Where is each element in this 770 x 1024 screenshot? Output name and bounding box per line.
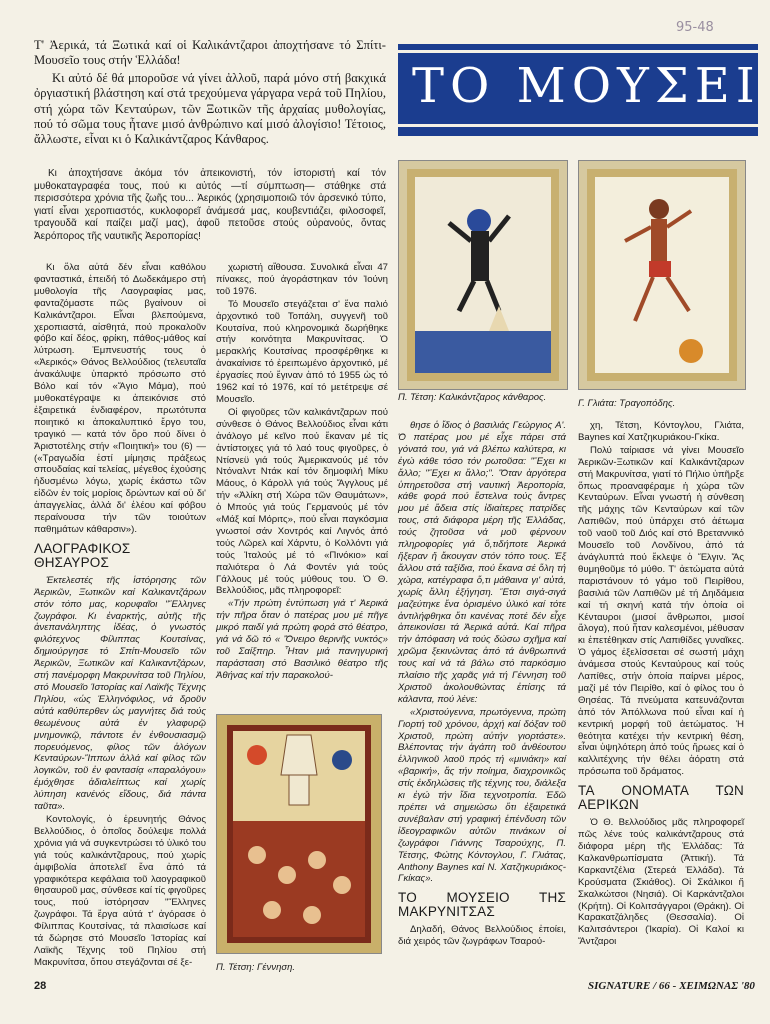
column-4 xyxy=(578,420,744,949)
col2-paragraph-1: χωριστή αἴθουσα. Συνολικά εἶναι 47 πίνακες, πού ἀγοράστηκαν τόν Ἰούνη τοῦ 1976. xyxy=(216,262,388,297)
magazine-footer: SIGNATURE / 66 - ΧΕΙΜΩΝΑΣ '80 xyxy=(588,980,755,992)
banner-stripe-bottom xyxy=(398,124,758,127)
photo-tragopodis xyxy=(578,160,746,390)
col2-paragraph-3: Οἱ φιγοῦρες τῶν καλικάντζαρων πού σύνθεσε ὁ Θάνος Βελλούδιος εἶναι κάτι ἀνάλογο μέ κεῖνο πού ἔκαναν μέ τίς ἀντίστοιχες γιά τό λαό τους φιγοῦρες, ὁ Ντίσνεϋ γιά τούς Ἀμερικανούς μέ τόν Ντόναλντ Ντάκ καί τόν δημοφιλή Μίκυ Μάους, ὁ Κάρολλ γιά τούς Ἄγγλους μέ τήν «Ἀλίκη στή Χώρα τῶν Θαυμάτων», ὁ Μπούς γιά τούς Γερμανούς μέ τόν «Μάξ καί Μόριτς», πού εἶναι παγκόσμια γνωστοί σάν Χοντρός καί Λιγνός ἀπό τούς Λῶρελ καί Χάρντυ, ὁ Κολλόντι γιά τούς Ἰταλούς μέ τό «Πινόκιο» καί παλιότερα ὁ Λά Φοντέν γιά τούς Γάλλους μέ τούς μύθους του. Ὁ Θ. Βελλούδιος, μᾶς πληροφορεῖ: xyxy=(216,406,388,597)
col4-paragraph-1: χη, Τέτση, Κόντογλου, Γλιάτα, Baynes καί Χατζηκυριάκου-Γκίκα. xyxy=(578,420,744,443)
column-2 xyxy=(216,262,388,683)
intro-paragraph-3: Κι ἀποχτήσανε ἀκόμα τόν ἀπεικονιστή, τόν ἱστοριστή καί τόν μυθοκαταγραφέα τους, πού κι αὐτός —τί σύμπτωση— στάθηκε στά περισσότερα χρόνια τῆς ζωῆς του... Ἀερικός (χρησιμοποιῶ τόν ἀρσενικό τύπο, γιατί εἶναι χεροπιαστός, κυκλοφορεῖ ἀνάμεσά μας, κουβεντιάζει, φιλοσοφεῖ, τραγουδᾶ καί παίζει μαζί μας), ἀφοῦ πετοῦσε στούς οὐρανούς, ὄντας Ἀερόπορος τῆς ναυτικῆς Ἀεροπορίας! xyxy=(34,168,386,242)
col3-paragraph-2: «Χριστούγεννα, πρωτόγεννα, πρώτη Γιορτή τοῦ χρόνου, ἀρχή καί δόξαν τοῦ Χριστοῦ, πρώτη αὐτήν γιορτάστε». Βλέποντας τήν ἀγάπη τοῦ ἀνθέουτου ἑλληνικοῦ λαοῦ πρός τή «μινιάκη» καί «βαρική», ἄς τήν ποίημα, διαχρονικῶς στίς ἐκδηλώσεις τῆς τέχνης του, διάλεξα κι ἐγώ τήν ἴδια τεχνοτροπία. Ἐδῶ πρέπει νά σημειώσω ὅτι ἐξαιρετικά συνέβαλαν στή γραφική ἐπένδυση τῶν ἰδεογραφικῶν αὐτῶν πινάκων οἱ ζωγράφοι Γιάννης Τσαρούχης, Π. Τέτσης, Φώτης Κόντογλου, Γ. Γλιάτας, Anthony Baynes καί Ν. Χατζηκυριάκος-Γκίκας». xyxy=(398,706,566,885)
caption-kantharos: Π. Τέτση: Καλικάντζαρος κάνθαρος. xyxy=(398,392,547,403)
col3-paragraph-1: θησε ὁ ἴδιος ὁ βασιλιάς Γεώργιος Α'. Ὁ πατέρας μου μέ εἶχε πάρει στά γόνατά του, γιά νά βλέπω καλύτερα, κι ἐγώ κάθε τόσο τόν ρωτοῦσα: "Ἔχει κι ἄλλο; "Ἔχει κι ἄλλο;". Ὅταν ἀργότερα ὑπηρετοῦσα στή ναυτική Ἀεροπορία, κάθε φορά πού ἔστελνα τούς ἄντρες μου μέ ἄδεια στίς ἰδιαίτερες πατρίδες τους, στά διάφορα μέρη τῆς Ἑλλάδας, τούς ζητοῦσα νά μοῦ φέρνουν πληροφορίες γιά ὅ,τιδήποτε Ἀερικά ἤξεραν ἤ ἄκουγαν στόν τόπο τους. Ἐξ ἄλλου στά ταξίδια, πού ἔκανα σέ ὅλη τή χώρα, κατέγραφα ὅ,τι μάθαινα γι' αὐτά, χωρίς ἄλλη ἐξήγηση. Ἔτσι σιγά-σιγά μαζεύτηκε ἕνα ὁρισμένο ὑλικό καί τότε ἀντιλήφθηκα ὅτι κανένας ποτέ δέν εἶχε ἀπεικονίσει τά Ἀερικά αὐτά. Καί πῆρα τήν ἀπόφαση νά τούς δώσω σχῆμα καί χρῶμα ξεκινώντας ἀπό τά ἀνθρωπινά τους καί νά τά βάλω στό παρκόσμιο πλαίσιο τῆς χαρᾶς γιά τή Γέννηση τοῦ Χριστοῦ ἀκολουθώντας ἐπίσης τά κάλαντα, πού λένε: xyxy=(398,420,566,705)
col3-paragraph-3: Δηλαδή, Θάνος Βελλούδιος ἐποίει, διά χειρός τῶν ζωγράφων Τσαρού- xyxy=(398,924,566,948)
intro-paragraph-1: Τ' Ἀερικά, τά Ξωτικά καί οἱ Καλικάντζαροι ἀποχτήσανε τό Σπίτι-Μουσεῖο τους στήν Ἑλλάδα! xyxy=(34,38,386,68)
photo-kantharos xyxy=(398,160,568,390)
title-banner xyxy=(398,44,761,136)
col1-paragraph-1: Κι ὅλα αὐτά δέν εἶναι καθόλου φανταστικά, ἐπειδή τό Δωδεκάμερο στή μυθολογία τῆς Λαογραφίας μας, φανταζόμαστε πῶς βγαίνουν οἱ Καλικάντζαροι. Εἶναι βλεπούμενα, χεροπιαστά, αἰσθητά, πού προκαλοῦν φόβο καί δέος, φρίκη, πάθος-μάθος καί λύτρωση. Ἐμπνευστής τους ὁ «Ἀερικός» Θάνος Βελλούδιος (τελευταῖα ἀνακάλυψε ὑπαρκτό πρόσωπο στό Βόλο καί τόν «Ἅγιο Μάμα), πού μυθοκατέγραψε κι ἀπεικόνισε στό ἐξαιρετικά ἐνδιαφέρον, πρωτότυπα ποιητικό κι ἀποκαλυπτικό ἔργο του, τραγικό — κατά τόν ὅρο πού δίνει ὁ Ἀριστοτέλης στήν «Ποιητική» του (6) — («Τραγωδία ἐστί μίμησις πράξεως σπουδαίας καί τελείας, μέγεθος ἐχούσης ἡδυσμένω λόγω, χωρίς ἑκάστω τῶν εἰδῶν ἐν τοίς μορίοις δρώντων καί οὐ δι' ἀπαγγελίας, ἀλλά δι' ἐλέου καί φόβου περαίνουσα τήν τῶν τοιούτων παθημάτων κάθαρσιν»). xyxy=(34,262,206,535)
col2-paragraph-2: Τό Μουσεῖο στεγάζεται σ' ἕνα παλιό ἀρχοντικό τοῦ Τοπάλη, συγγενῆ τοῦ Κουτσίνα, πού κληρονομικά δωρήθηκε στήν κοινότητα Μακρυνίτσας. Ὁ μερακλής Κουτσίνας προσφέρθηκε κι ἀνακαίνισε τό ἐρειπωμένο ἀρχοντικό, μέ ἐργασίες πού ἔγιναν ἀπό τό 1955 ὡς τό 1962 καί τό 1976, καί τό μετέτρεψε σέ Μουσεῖο. xyxy=(216,298,388,405)
caption-gennisi: Π. Τέτση: Γέννηση. xyxy=(216,962,295,973)
gennisi-painting xyxy=(217,715,381,953)
col1-paragraph-2: Ἐκτελεστές τῆς ἱστόρησης τῶν Ἀερικῶν, Ξωτικῶν καί Καλικαντζάρων στόν τόπο μας, κορυφαῖοι "Ἕλληνες ζωγράφοι. Κι ἐναρκτής, αὐτῆς τῆς ἀνεπανάληπτης ἰδέας, ὁ γνωστός φιλότεχνος Φίλιππας Κουτσίνας, δημιούργησε τό Σπίτι-Μουσεῖο τῶν Ἀερικῶν, Ξωτικῶν καί Καλικαντζάρων, στή πανέμορφη Μακρυνίτσα τοῦ Πηλίου, στό Μουσεῖο Ἱστορίας καί Λαϊκῆς Τέχνης Πηλίου, «ὡς Ἑλληνόφιλος, νά δροῦν αὐτά καθύπερθεν ὡς μαγνήτες διά τούς θεωμένους αὐτά ἐν γλαφυρῷ μνημονικῷ, πάντοτε ἐν ἐνθουσιασμῷ πορευόμενος, φίλος τῶν ἀλόγων Κενταύρων-Ἵππων ἀλλά καί φίλος τῶν λογικῶν, τοῦ ἐν φαντασίᾳ «παραλόγου» ἐμόχθησε ἀδιαλείπτως καί χωρίς λύπηση κανένός εἴδους, διά πάντα ταῦτα». xyxy=(34,574,206,813)
column-3 xyxy=(398,420,566,949)
col1-paragraph-3: Κοντολογίς, ὁ ἐρευνητής Θάνος Βελλούδιος, ὁ ὁποῖος δούλεψε πολλά χρόνια γιά νά συγκεντρώσει τό ὑλικό του γιά τούς καλικάντζαρους, πού χωρίς ἀμφιβολία ἀποτελεῖ ἕνα ἀπό τά γραφικότερα κεφάλαια τοῦ λαογραφικοῦ θησαυροῦ μας, σύνθεσε καί τίς φιγοῦρες τους, πού ἱστόρησαν "Ἕλληνες ζωγράφοι. Τά ἔργα αὐτά τ' ἀγόρασε ὁ Φίλιππας Κουτσίνας, τά πλαισίωσε καί τά δώρησε στό Μουσεῖο Ἱστορίας καί Λαϊκῆς Τέχνης τοῦ Πηλίου στή Μακρυνίτσα, ὅπου στεγάζονται σέ ξε- xyxy=(34,813,206,968)
col4-paragraph-3: Ὁ Θ. Βελλούδιος μᾶς πληροφορεῖ πῶς λένε τούς καλικάντζαρους στά διάφορα μέρη τῆς Ἑλλάδας: Τά Καλκανθρωπίσματα (Ἀττική). Τά Καρκαντζέλια (Στερεά Ἑλλάδα). Τά Κρούσματα (Σκιάθος). Οἱ Σκάλικοι ἤ Σκαλκώτσοι (Νησιά). Οἱ Καρκάντζαλοι (Κρήτη). Οἱ Κολιτσάγγαροι (Θράκη). Οἱ Καρακατζάληδες (Θεσσαλία). Οἱ Καλιτσάντεροι (Ἰκαρία). Οἱ Καλοί κι Ἄντζαροι xyxy=(578,817,744,948)
column-1 xyxy=(34,262,206,970)
col4-paragraph-2: Πολύ ταίριασε νά γίνει Μουσεῖο Ἀερικῶν-Ξωτικῶν καί Καλικάντζαρων στή Μακρυνίτσα, γιατί τό Πήλιο ὑπῆρξε ὅπως προαναφέραμε ἡ χώρα τῶν Κενταύρων. Εἶναι γνωστή ἡ σύνθεση τῆς μάχης τῶν Κενταύρων καί τῶν Λαπιθῶν, πού ὑπάρχει στό ἀέτωμα τοῦ ναοῦ τοῦ Διός καί στό Βρεταννικό Μουσεῖο τοῦ Λονδίνου, ἀπό τά ἀνάγλυπτά πού ἔκλεψε ὁ Ἔλγιν. Ἄς θυμηθοῦμε τό μύθο. Τ' ἀετώματα αὐτά παριστάνουν τό γάμο τοῦ Πειρίθου, βασιλιά τῶν Λαπιθῶν μέ τή Δηιδάμεια καί τή σκηνή κατά τήν ὁποία οἱ Κένταυροι (μισοί ἄνθρωποι, μισοί ἄλογα), πού ἦταν καλεσμένοι, μέθυσαν κι ἐπετέθηκαν στίς Λαπιθίδες γυναῖκες. Ὁ γάμος ἐξελίσσεται σέ σωστή μάχη ἀνάμεσα στούς Κενταύρους καί τούς Λαπίθες, στήν ὁποία παίρνει μέρος, μαζί μέ τόν Πειρίθο, καί ὁ φίλος του ὁ Θησέας. Τά πνεύματα κατευνάζονται ἀπό τόν Ἀπόλλωνα πού εἶναι καί ἡ κεντρική μορφή τοῦ ἀετώματος. Ἡ θεότητα κατέχει τήν κεντρική θέση, εἶναι ὑψηλότερη ἀπό τούς ἥρωες καί ὁ καλλιτέχνης τήν θέλει ἀόρατη στά πρόσωπα τοῦ δράματος. xyxy=(578,444,744,778)
intro-paragraph-2: Κι αὐτό δέ θά μποροῦσε νά γίνει ἀλλοῦ, παρά μόνο στή βακχικά ὀργιαστική βλάστηση καί στά τρεχούμενα γάργαρα νερά τοῦ Πηλίου, στή χώρα τῶν Κενταύρων, τῶν Ξωτικῶν τῆς ἀρχαίας μυθολογίας, πού τό σῶμα τους ἦτανε μισό ἀνθρώπινο καί μισό ἀλογίσιο! Τέτοιος, ἄλλωστε, εἶναι κι ὁ Καλικάντζαρος Κάνθαρος. xyxy=(34,70,386,147)
pencil-note: 95-48 xyxy=(676,20,714,35)
caption-tragopodis: Γ. Γλιάτα: Τραγοπόδης. xyxy=(578,398,676,409)
section-heading-onomata: ΤΑ ΟΝΟΜΑΤΑ ΤΩΝ ΑΕΡΙΚΩΝ xyxy=(578,783,744,813)
section-heading-mouseio: ΤΟ ΜΟΥΣΕΙΟ ΤΗΣ ΜΑΚΡΥΝΙΤΣΑΣ xyxy=(398,890,566,920)
page-number: 28 xyxy=(34,980,47,992)
banner-stripe-top xyxy=(398,50,758,53)
section-heading-laografikos: ΛΑΟΓΡΑΦΙΚΟΣ ΘΗΣΑΥΡΟΣ xyxy=(34,540,131,570)
intro-lead xyxy=(34,38,386,150)
photo-gennisi xyxy=(216,714,382,954)
intro-secondary xyxy=(34,168,386,243)
banner-title: ΤΟ ΜΟΥΣΕΙ xyxy=(412,58,761,114)
tragopodis-painting xyxy=(579,161,745,389)
kantharos-painting xyxy=(399,161,567,389)
col2-paragraph-4: «Τήν πρώτη ἐντύπωση γιά τ' Ἀερικά τήν πῆρα ὅταν ὁ πατέρας μου μέ πῆγε μικρό παιδί γιά πρώτη φορά στό θέατρο, γιά νά δῶ τό « Ὄνειρο θερινῆς νυκτός» τοῦ Σαίξπηρ. Ἦταν μιά πανηγυρική παράσταση στό Βασιλικό θέατρο τῆς Ἀθήνας καί τήν παρακολού- xyxy=(216,598,388,681)
